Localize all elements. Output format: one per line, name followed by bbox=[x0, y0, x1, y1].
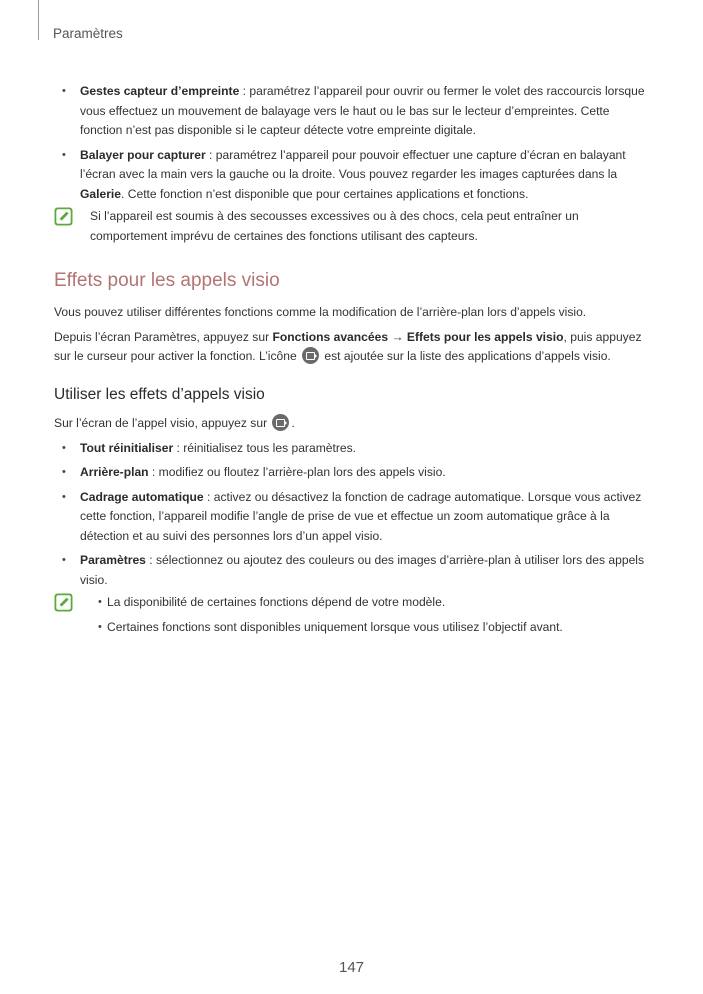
note-box bbox=[54, 593, 650, 637]
list-item-text: : modifiez ou floutez l’arrière-plan lors des appels visio. bbox=[148, 465, 446, 479]
header-divider bbox=[38, 0, 39, 40]
list-item bbox=[54, 488, 650, 547]
list-item bbox=[54, 146, 650, 205]
sensor-gestures-list bbox=[54, 82, 650, 204]
subsection-title: Utiliser les effets d’appels visio bbox=[54, 386, 265, 403]
menu-path-arrow: → bbox=[388, 329, 407, 344]
note-list bbox=[90, 593, 650, 637]
page-number: 147 bbox=[338, 959, 365, 976]
section-title: Effets pour les appels visio bbox=[54, 270, 280, 291]
list-item-text: : paramétrez l’appareil pour ouvrir ou fermer le volet des raccourcis lorsque vous effectuez un mouvement de balayage vers le haut ou le bas sur le lecteur d’empreintes. Cette fonction n’est pas disponible si le capteur détecte votre empreinte digitale. bbox=[80, 84, 645, 137]
video-call-effects-icon bbox=[302, 347, 319, 364]
top-section bbox=[54, 82, 650, 246]
list-item bbox=[54, 439, 650, 459]
list-item-term: Balayer pour capturer bbox=[80, 147, 206, 162]
list-item-text: . Cette fonction n’est disponible que pour certaines applications et fonctions. bbox=[121, 186, 529, 201]
menu-path-video-call-effects: Effets pour les appels visio bbox=[406, 329, 564, 344]
paragraph-text: . bbox=[291, 416, 295, 430]
paragraph-text: est ajoutée sur la liste des applications d’appels visio. bbox=[321, 349, 611, 363]
list-item-term: Gestes capteur d’empreinte bbox=[80, 84, 240, 98]
video-call-effects-section bbox=[54, 269, 650, 372]
list-item-term: Arrière-plan bbox=[80, 465, 149, 479]
paragraph-text: Depuis l’écran Paramètres, appuyez sur bbox=[54, 329, 273, 344]
note-box bbox=[54, 207, 650, 246]
list-item bbox=[54, 82, 650, 141]
paragraph-text: , puis appuyez sur le curseur pour activer la fonction. L’icône bbox=[54, 329, 642, 363]
subsection-intro bbox=[54, 414, 650, 434]
paragraph-text: Sur l’écran de l’appel visio, appuyez sur bbox=[54, 416, 271, 430]
note-text: Si l’appareil est soumis à des secousses excessives ou à des chocs, cela peut entraîner un comportement imprévu de certaines des fonctions utilisant des capteurs. bbox=[90, 209, 579, 243]
list-item-text: : activez ou désactivez la fonction de cadrage automatique. Lorsque vous activez cette fonction, l’appareil modifie l’angle de prise de vue et effectue un zoom automatique grâce à la détection et au suivi des personnes lors d’un appel visio. bbox=[80, 489, 642, 543]
list-item-term: Cadrage automatique bbox=[80, 489, 204, 504]
section-paragraph bbox=[54, 328, 650, 367]
menu-path-advanced-features: Fonctions avancées bbox=[272, 329, 389, 344]
note-list-item: • Certaines fonctions sont disponibles uniquement lorsque vous utilisez l’objectif avant. bbox=[90, 618, 650, 638]
page-header-title: Paramètres bbox=[53, 26, 123, 41]
effects-options-list bbox=[54, 439, 650, 591]
note-list-item: • La disponibilité de certaines fonctions dépend de votre modèle. bbox=[90, 593, 650, 613]
list-item-text: : réinitialisez tous les paramètres. bbox=[173, 440, 357, 455]
use-video-call-effects-subsection bbox=[54, 384, 650, 642]
list-item-text: : sélectionnez ou ajoutez des couleurs ou des images d’arrière-plan à utiliser lors des appels visio. bbox=[80, 553, 645, 587]
section-paragraph: Vous pouvez utiliser différentes fonctions comme la modification de l’arrière-plan lors d’appels visio. bbox=[54, 305, 587, 319]
list-item-term-gallery: Galerie bbox=[80, 186, 122, 201]
list-item bbox=[54, 463, 650, 483]
list-item-text: : paramétrez l’appareil pour pouvoir effectuer une capture d’écran en balayant l’écran avec la main vers la gauche ou la droite. Vous pouvez regarder les images capturées dans la bbox=[80, 147, 626, 181]
list-item-term: Paramètres bbox=[80, 553, 146, 567]
list-item-term: Tout réinitialiser bbox=[80, 440, 174, 455]
note-icon bbox=[54, 593, 73, 612]
video-call-effects-icon bbox=[272, 414, 289, 431]
list-item bbox=[54, 551, 650, 590]
note-icon bbox=[54, 207, 73, 226]
